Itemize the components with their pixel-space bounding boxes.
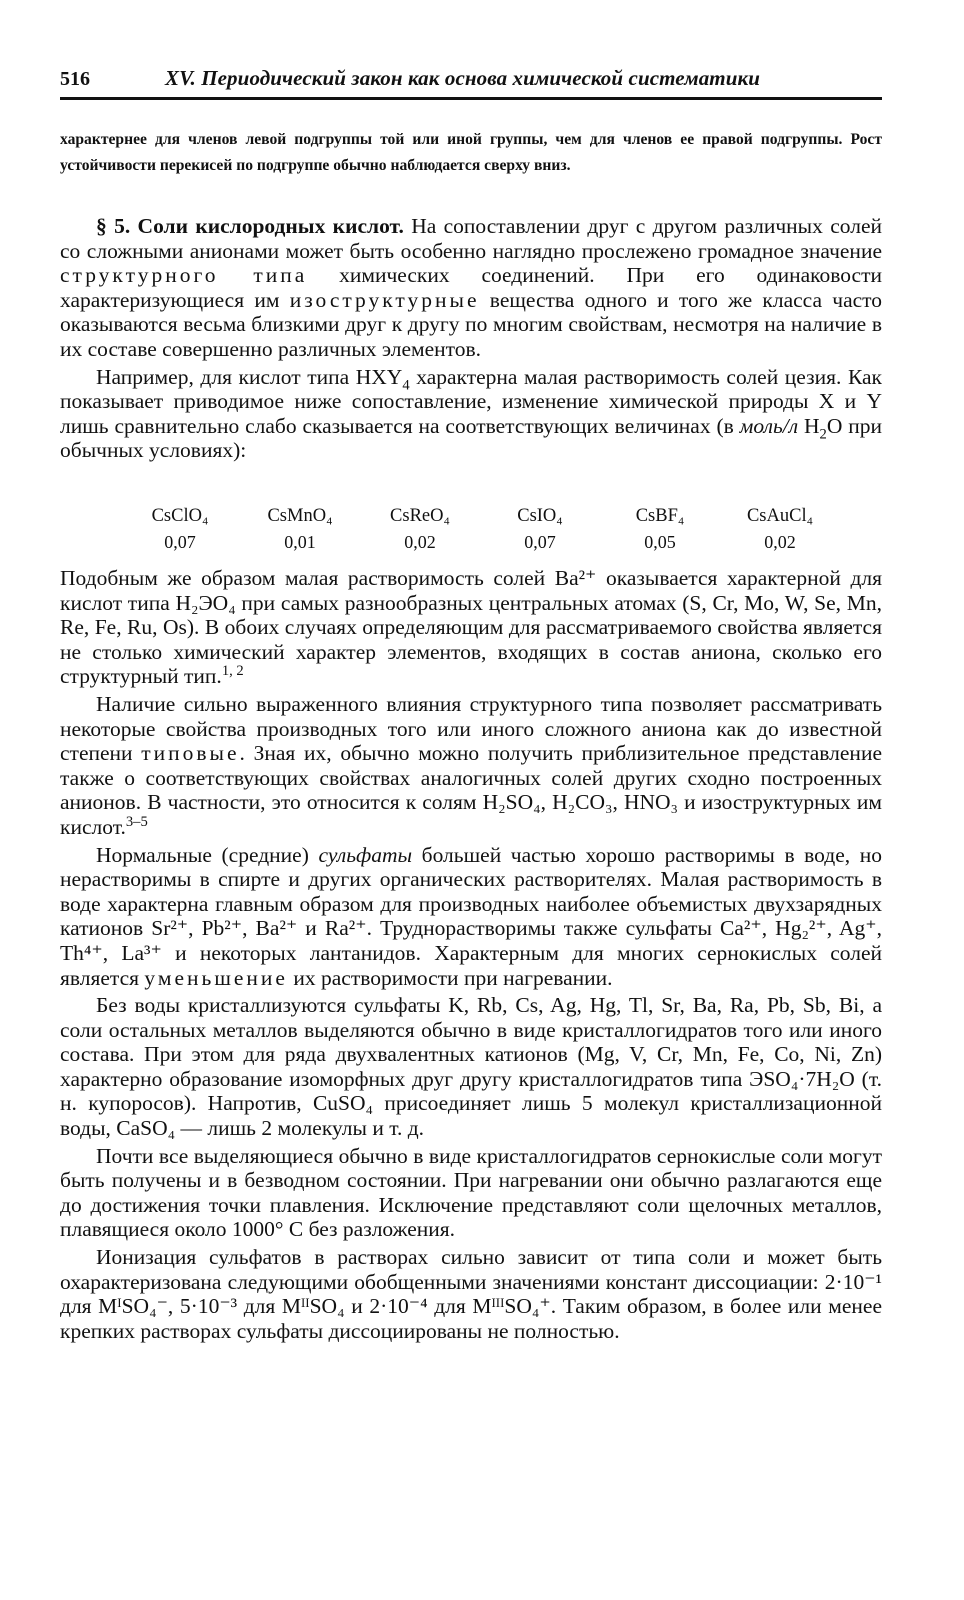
section-heading: § 5. Соли кислородных кислот. — [96, 214, 404, 238]
paragraph-6: Без воды кристаллизуются сульфаты K, Rb, Cs, Ag, Hg, Tl, Sr, Ba, Ra, Pb, Sb, Bi, а соли остальных металлов выделяются обычно в виде кристаллогидратов того или иного состава. При этом для ряда двухвалентных катионов (Mg, V, Cr, Mn, Fe, Co, Ni, Zn) характерно образование изоморфных друг другу кристаллогидратов типа ЭSO₄·7H₂O (т. н. купоросов). Напротив, CuSO₄ присоединяет лишь 5 молекул кристаллизационной воды, CaSO₄ — лишь 2 молекулы и т. д. — [60, 993, 882, 1141]
paragraph-3: Подобным же образом малая растворимость солей Ba²⁺ оказывается характерной для кислот типа H₂ЭO₄ при самых разнообразных центральных атомах (S, Cr, Mo, W, Se, Mn, Re, Fe, Ru, Os). В обоих случаях определяющим для рассматриваемого свойства является не столько химический характер элементов, входящих в состав аниона, сколько его структурный тип.$^{1, 2}$ — [60, 566, 882, 689]
paragraph-8: Ионизация сульфатов в растворах сильно зависит от типа соли и может быть охарактеризована следующими обобщенными значениями констант диссоциации: 2·10⁻¹ для MᴵSO₄⁻, 5·10⁻³ для MᴵᴵSO₄ и 2·10⁻⁴ для MᴵᴵᴵSO₄⁺. Таким образом, в более или менее крепких растворах сульфаты диссоциированы не полностью. — [60, 1245, 882, 1343]
table-value: 0,07 — [524, 532, 556, 552]
running-title: XV. Периодический закон как основа химической систематики — [165, 66, 761, 90]
table-compound: CsReO₄ — [390, 506, 450, 526]
table-value: 0,07 — [164, 532, 196, 552]
table-compound: CsIO₄ — [517, 506, 563, 526]
page-header — [60, 66, 882, 91]
table-value: 0,01 — [284, 532, 316, 552]
table-compound: CsBF₄ — [635, 506, 685, 526]
page-number: 516 — [60, 68, 90, 90]
table-compound: CsMnO₄ — [267, 506, 333, 526]
table-compound: CsClO₄ — [151, 506, 209, 526]
table-value: 0,05 — [644, 532, 676, 552]
table-value: 0,02 — [404, 532, 436, 552]
intro-paragraph: характернее для членов левой подгруппы той или иной группы, чем для членов ее правой подгруппы. Рост устойчивости перекисей по подгруппе обычно наблюдается сверху вниз. — [60, 131, 882, 174]
table-value: 0,02 — [764, 532, 796, 552]
paragraph-7: Почти все выделяющиеся обычно в виде кристаллогидратов сернокислые соли могут быть получены и в безводном состоянии. При нагревании они обычно разлагаются еще до достижения точки плавления. Исключение представляют соли щелочных металлов, плавящиеся около 1000° C без разложения. — [60, 1143, 882, 1242]
solubility-table — [120, 503, 840, 555]
footnote-ref: 1, 2 — [221, 663, 244, 680]
paragraph-4: Наличие сильно выраженного влияния структурного типа позволяет рассматривать некоторые свойства производных того или иного сложного аниона как до известной степени типовые. Зная их, обычно можно получить приблизительное представление также о соответствующих свойствах аналогичных солей других сходно построенных анионов. В частности, это относится к солям H₂SO₄, H₂CO₃, HNO₃ и изоструктурных им кислот.$^{3-5}$ — [60, 691, 882, 839]
section-body-top — [60, 214, 882, 463]
header-rule — [60, 97, 882, 100]
paragraph-1: § 5. Соли кислородных кислот. На сопоставлении друг с другом различных солей со сложными анионами может быть особенно наглядно прослежено громадное значение структурного типа химических соединений. При его одинаковости характеризующиеся им изоструктурные вещества одного и того же класса часто оказываются весьма близкими друг к другу по многим свойствам, несмотря на наличие в их составе совершенно различных элементов. — [60, 214, 883, 361]
paragraph-5: Нормальные (средние) сульфаты большей частью хорошо растворимы в воде, но нерастворимы в спирте и других органических растворителях. Малая растворимость в воде характерна главным образом для производных наиболее объемистых двухзарядных катионов Sr²⁺, Pb²⁺, Ba²⁺ и Ra²⁺. Труднорастворимы также сульфаты Ca²⁺, Hg₂²⁺, Ag⁺, Th⁴⁺, La³⁺ и некоторых лантанидов. Характерным для многих сернокислых солей является уменьшение их растворимости при нагревании. — [60, 842, 882, 990]
table-compound: CsAuCl₄ — [746, 506, 814, 526]
paragraph-2: Например, для кислот типа $HXY_4$ характерна малая растворимость солей цезия. Как показывает приводимое ниже сопоставление, изменение химической природы X и Y лишь сравнительно слабо сказывается на соответствующих величинах (в моль/л $H_2O$ при обычных условиях): — [60, 364, 882, 463]
footnote-ref: 3–5 — [125, 813, 148, 830]
section-body-bottom — [60, 566, 882, 1343]
